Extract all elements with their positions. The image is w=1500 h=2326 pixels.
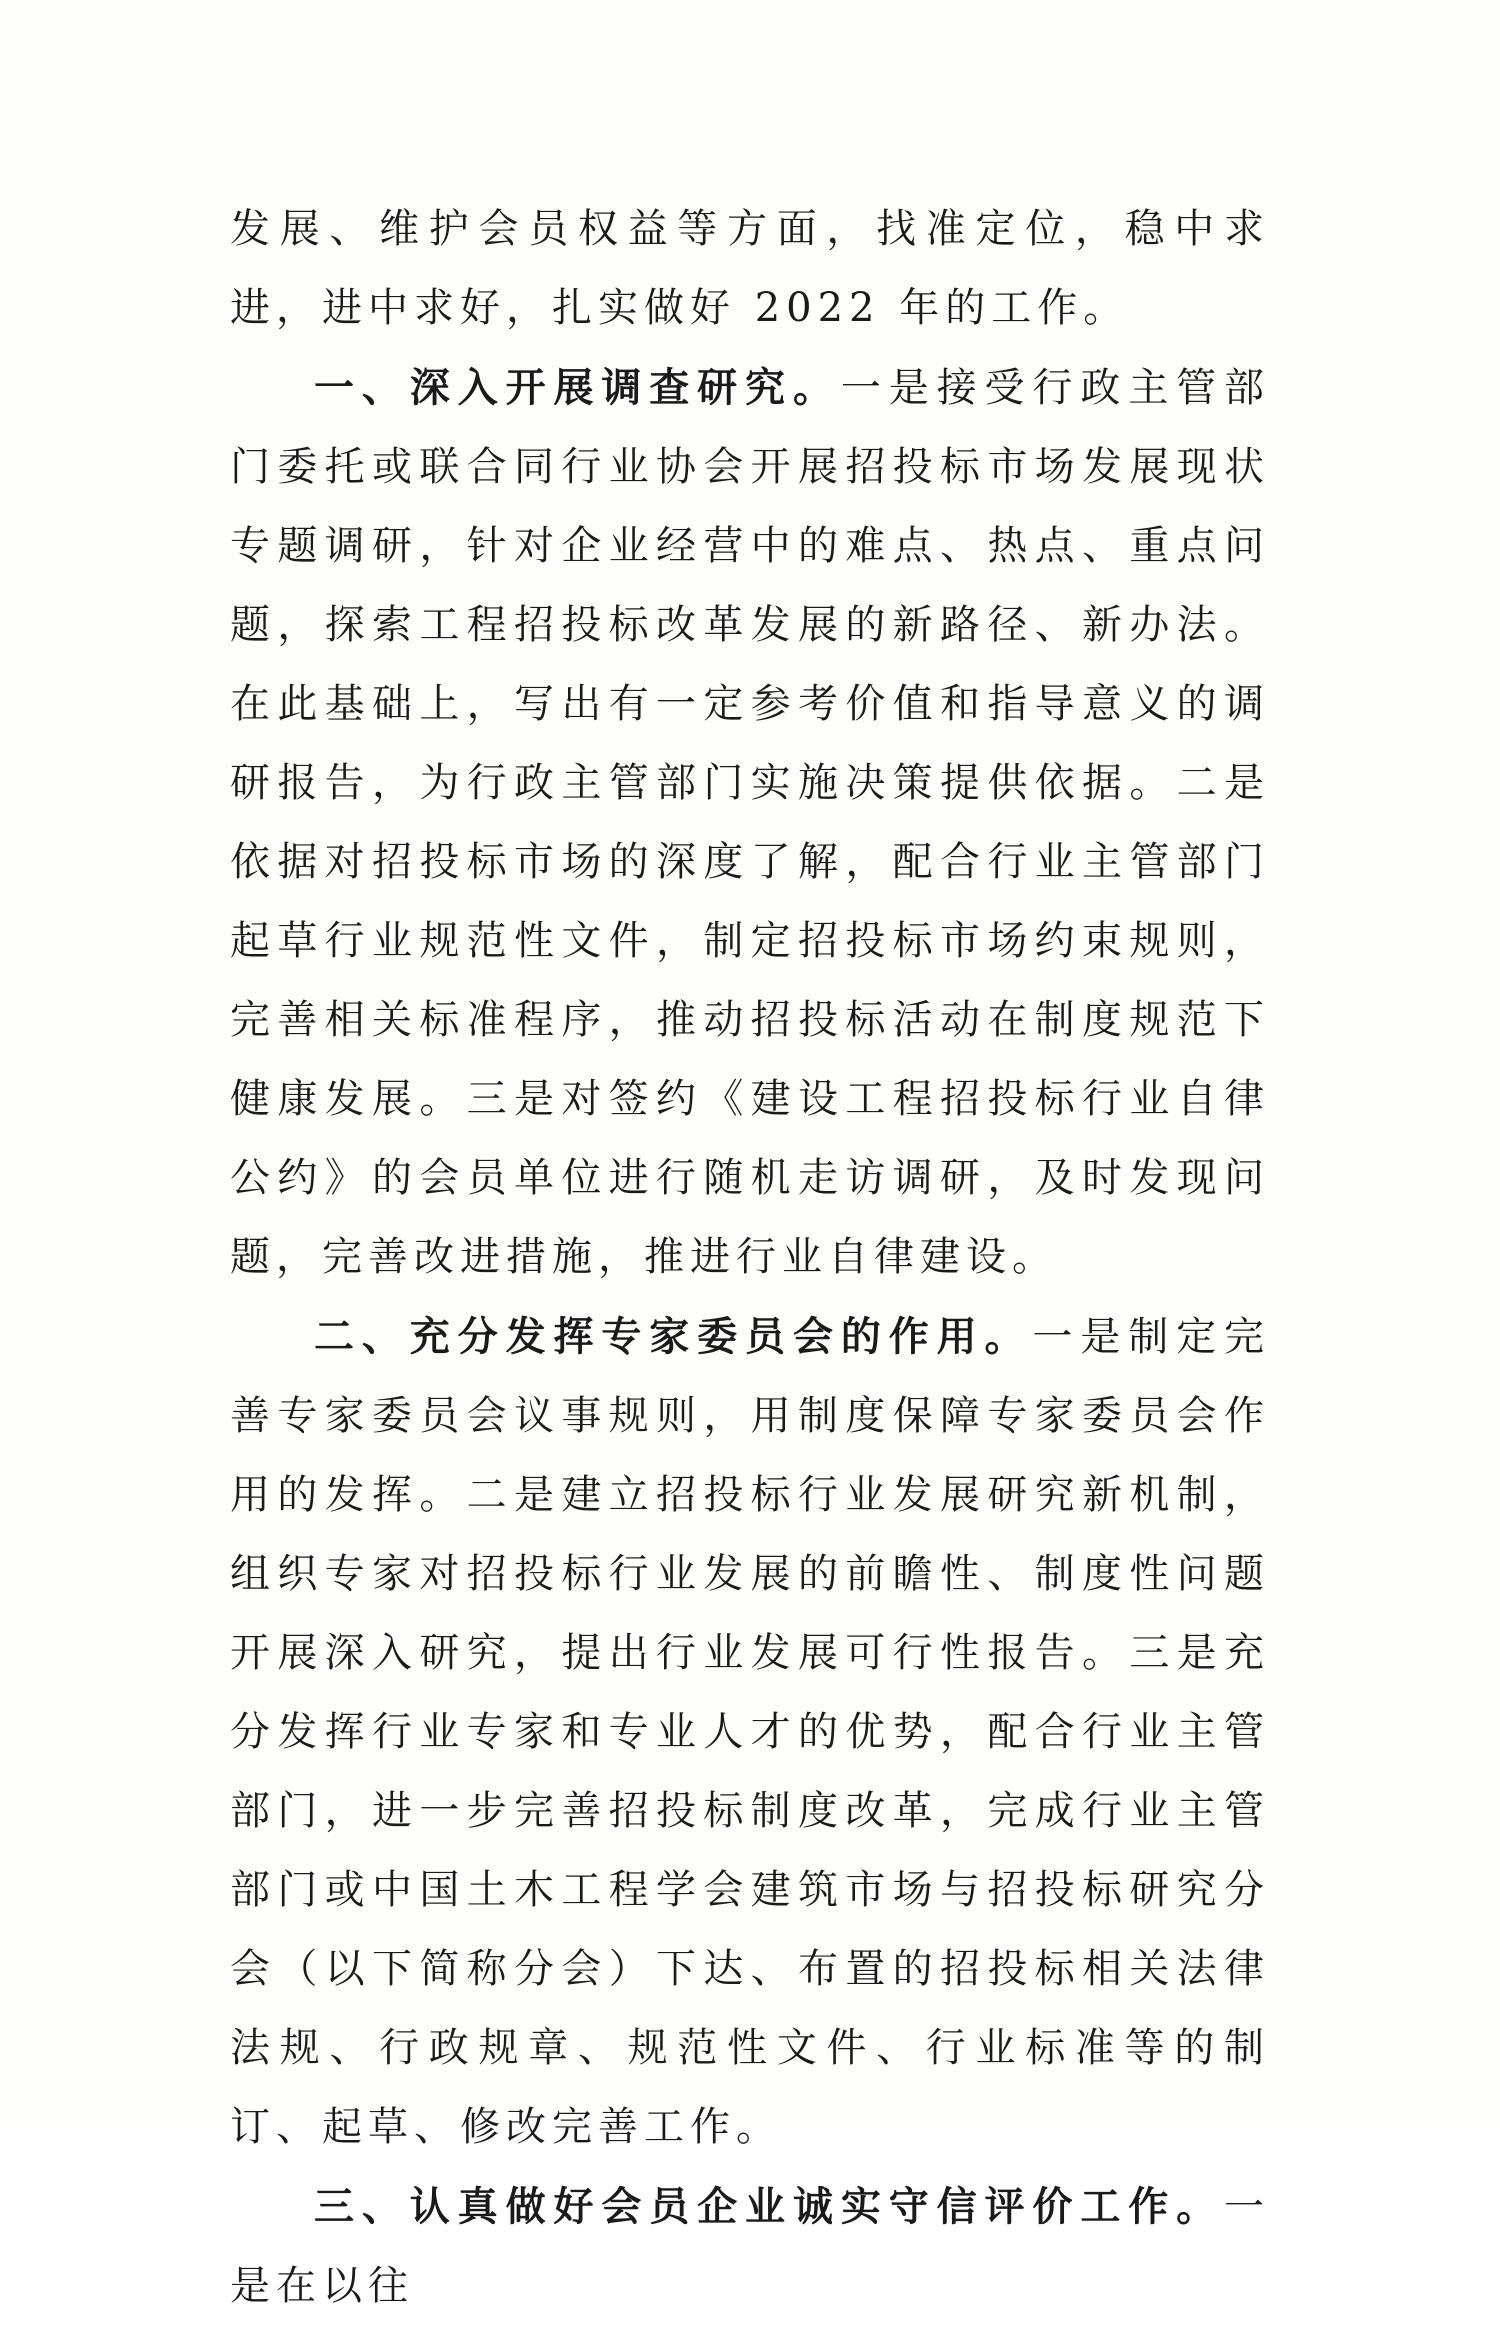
section-heading: 一、深入开展调查研究。 bbox=[314, 364, 841, 411]
section-heading: 二、充分发挥专家委员会的作用。 bbox=[314, 1313, 1033, 1360]
paragraph-section-2 bbox=[230, 1297, 1270, 2167]
paragraph-text: 一是在以往 bbox=[230, 2184, 1270, 2309]
document-body bbox=[230, 190, 1270, 2326]
paragraph-text: 一是制定完善专家委员会议事规则，用制度保障专家委员会作用的发挥。二是建立招投标行业发展研究新机制，组织专家对招投标行业发展的前瞻性、制度性问题开展深入研究，提出行业发展可行性报告。三是充分发挥行业专家和专业人才的优势，配合行业主管部门，进一步完善招投标制度改革，完成行业主管部门或中国土木工程学会建筑市场与招投标研究分会（以下简称分会）下达、布置的招投标相关法律法规、行政规章、规范性文件、行业标准等的制订、起草、修改完善工作。 bbox=[230, 1314, 1271, 2150]
paragraph-continuation bbox=[230, 190, 1270, 348]
paragraph-section-3 bbox=[230, 2167, 1270, 2326]
section-heading: 三、认真做好会员企业诚实守信评价工作。 bbox=[314, 2183, 1224, 2230]
paragraph-text: 一是接受行政主管部门委托或联合同行业协会开展招投标市场发展现状专题调研，针对企业经营中的难点、热点、重点问题，探索工程招投标改革发展的新路径、新办法。在此基础上，写出有一定参考价值和指导意义的调研报告，为行政主管部门实施决策提供依据。二是依据对招投标市场的深度了解，配合行业主管部门起草行业规范性文件，制定招投标市场约束规则，完善相关标准程序，推动招投标活动在制度规范下健康发展。三是对签约《建设工程招投标行业自律公约》的会员单位进行随机走访调研，及时发现问题，完善改进措施，推进行业自律建设。 bbox=[230, 365, 1271, 1280]
paragraph-text: 发展、维护会员权益等方面，找准定位，稳中求进，进中求好，扎实做好 2022 年的工作。 bbox=[230, 206, 1270, 331]
paragraph-section-1 bbox=[230, 348, 1270, 1297]
